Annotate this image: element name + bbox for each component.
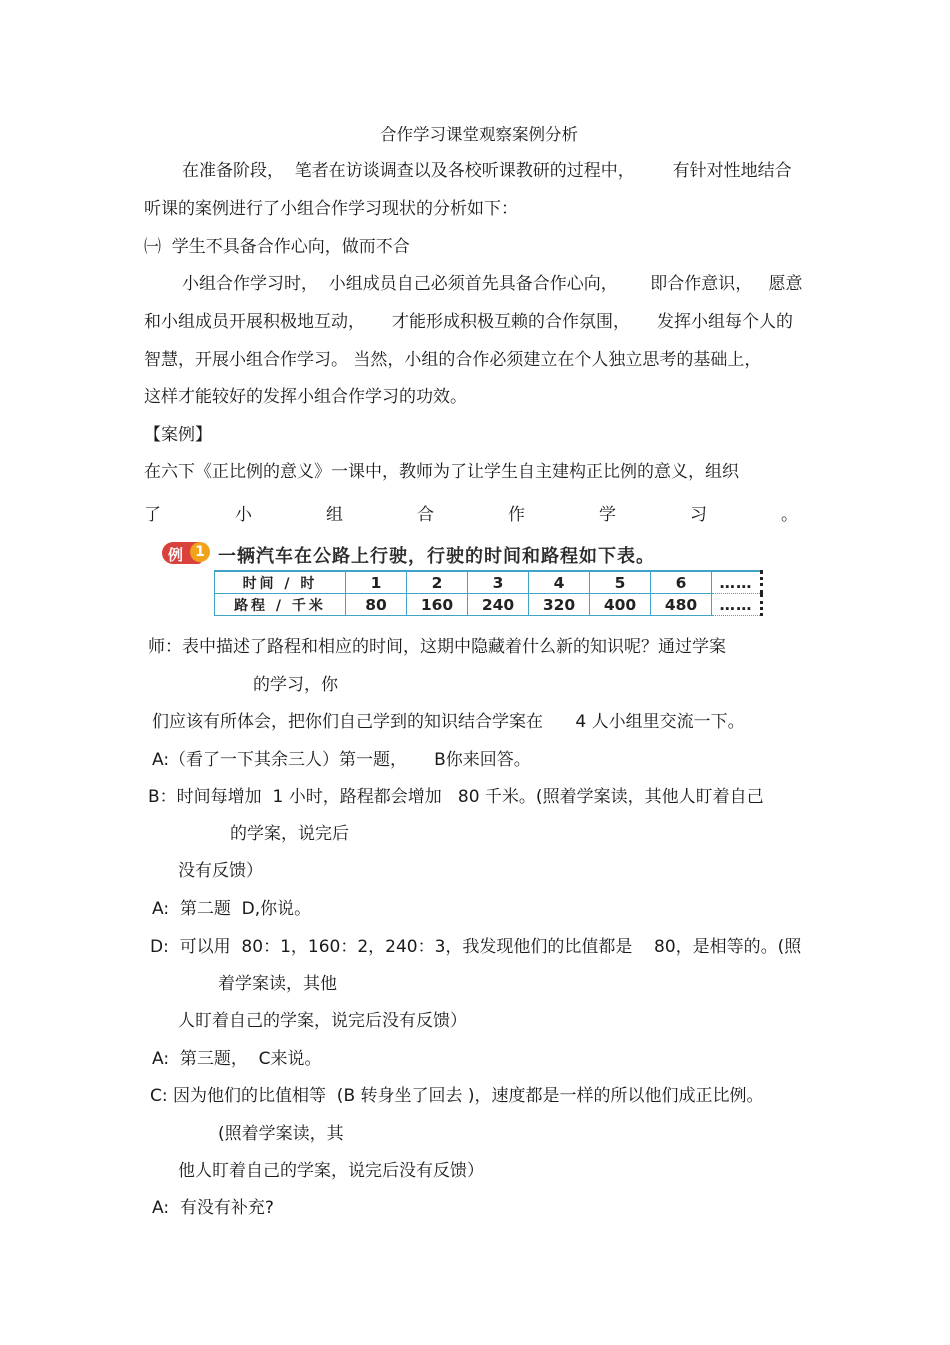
spread-char: 习 [690,505,707,525]
table-row [215,571,762,594]
case-label: 【案例】 [144,425,212,445]
spread-char: 合 [417,505,434,525]
dialogue-c-2: (照着学案读，其 [218,1124,344,1144]
spread-char: 学 [599,505,616,525]
table-row [215,594,762,616]
example-badge-label: 例 [168,546,184,564]
spread-char: 了 [144,505,161,525]
time-distance-table [214,570,763,616]
table-cell: 4 [529,571,590,594]
table-cell: 320 [529,594,590,616]
spread-char: 。 [781,505,798,525]
spread-char: 组 [326,505,343,525]
table-cell: 5 [590,571,651,594]
dialogue-teacher-2: 的学习，你 [253,675,338,695]
table-cell: 3 [468,571,529,594]
dialogue-a-2: A: 第二题 D,你说。 [152,899,312,919]
paragraph-line-2: 和小组成员开展积极地互动， 才能形成积极互赖的合作氛围， 发挥小组每个人的 [144,312,794,332]
example-number: 1 [190,542,210,562]
table-cell: 6 [651,571,712,594]
dialogue-a-1: A:（看了一下其余三人）第一题， B你来回答。 [152,750,531,770]
paragraph-line-3: 智慧，开展小组合作学习。 当然，小组的合作必须建立在个人独立思考的基础上， [144,350,762,370]
dialogue-teacher-1: 师：表中描述了路程和相应的时间，这期中隐藏着什么新的知识呢？通过学案 [148,637,726,657]
table-cell: 80 [346,594,407,616]
table-cell: 1 [346,571,407,594]
textbook-example [162,538,772,618]
case-intro: 在六下《正比例的意义》一课中，教师为了让学生自主建构正比例的意义，组织 [144,462,739,482]
dialogue-d-1: D: 可以用 80：1，160：2，240：3，我发现他们的比值都是 80，是相等的。(照 [150,937,802,957]
section-heading: ㈠ 学生不具备合作心向，做而不合 [144,237,410,257]
page-title: 合作学习课堂观察案例分析 [380,125,578,144]
dialogue-d-2: 着学案读，其他 [218,974,337,994]
paragraph-line-1: 小组合作学习时， 小组成员自己必须首先具备合作心向， 即合作意识， 愿意 [182,274,803,294]
table-cell: 2 [407,571,468,594]
table-cell: 480 [651,594,712,616]
table-cell: 240 [468,594,529,616]
dialogue-c-1: C: 因为他们的比值相等 (B 转身坐了回去 )，速度都是一样的所以他们成正比例。 [150,1086,764,1106]
table-ellipsis: …… [712,571,762,594]
dialogue-b-1: B：时间每增加 1 小时，路程都会增加 80 千米。(照着学案读，其他人盯着自己 [148,787,764,807]
dialogue-b-2: 的学案，说完后 [230,824,349,844]
dialogue-b-3: 没有反馈） [178,861,263,881]
example-text: 一辆汽车在公路上行驶，行驶的时间和路程如下表。 [218,546,655,567]
intro-line-1: 在准备阶段， 笔者在访谈调查以及各校听课教研的过程中， 有针对性地结合 [182,161,792,181]
table-header-distance: 路程 / 千米 [215,594,346,616]
table-header-time: 时间 / 时 [215,571,346,594]
intro-line-2: 听课的案例进行了小组合作学习现状的分析如下： [144,199,518,219]
table-ellipsis: …… [712,594,762,616]
dialogue-c-3: 他人盯着自己的学案，说完后没有反馈） [178,1161,484,1181]
spread-char: 小 [235,505,252,525]
spread-char: 作 [508,505,525,525]
dialogue-teacher-3: 们应该有所体会，把你们自己学到的知识结合学案在 4 人小组里交流一下。 [152,712,745,732]
table-cell: 400 [590,594,651,616]
case-intro-continuation [144,500,798,525]
paragraph-line-4: 这样才能较好的发挥小组合作学习的功效。 [144,387,467,407]
dialogue-d-3: 人盯着自己的学案，说完后没有反馈） [178,1011,467,1031]
table-cell: 160 [407,594,468,616]
dialogue-a-4: A: 有没有补充? [152,1198,274,1218]
dialogue-a-3: A: 第三题， C来说。 [152,1049,322,1069]
